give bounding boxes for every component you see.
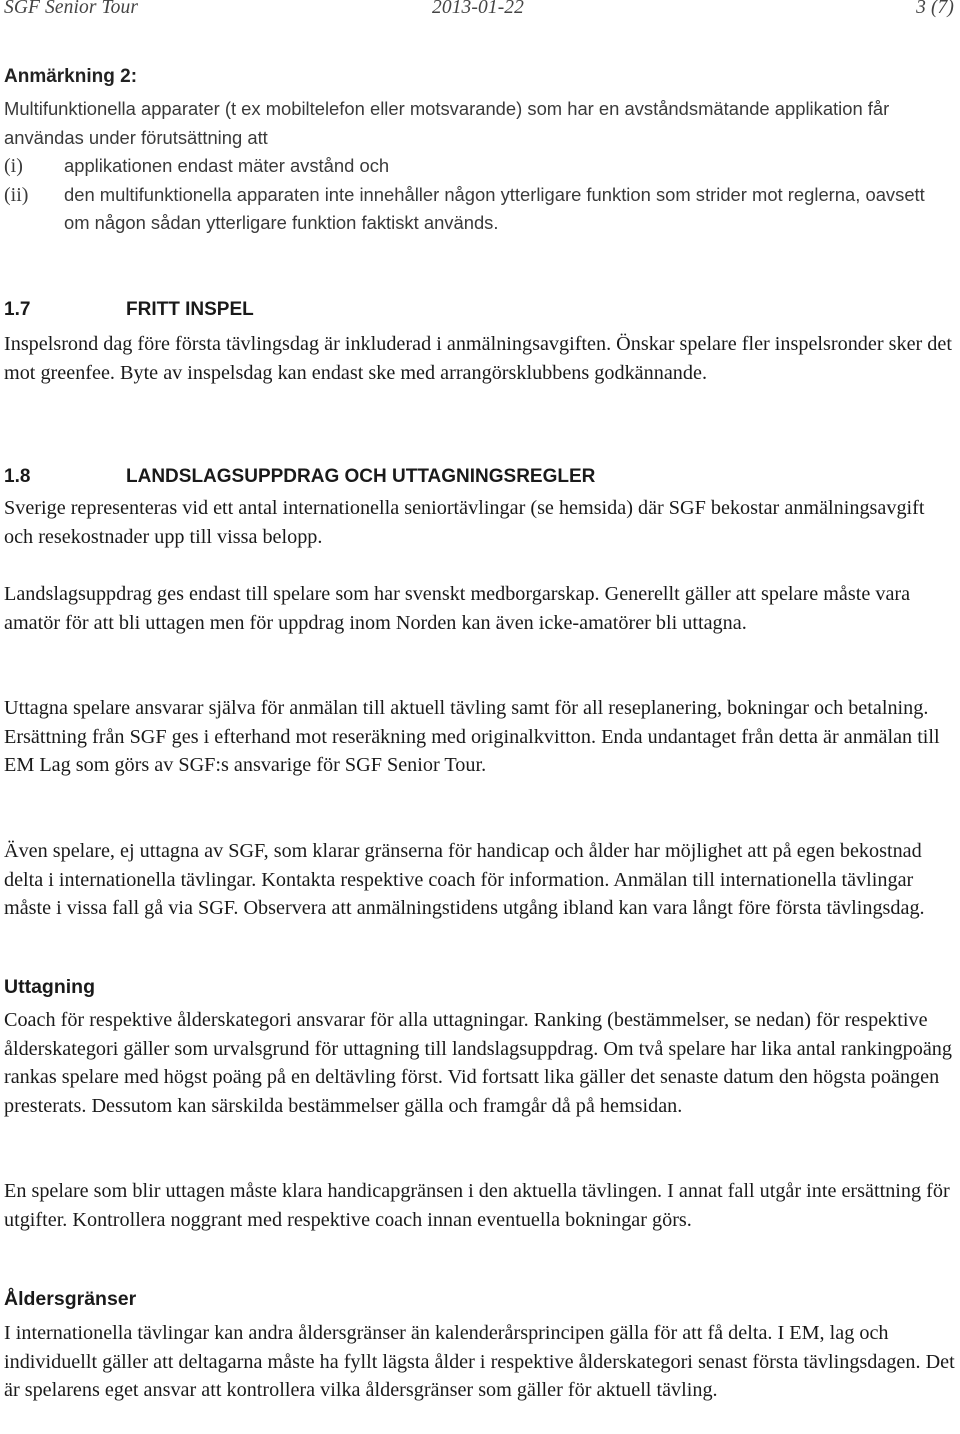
subheading-aldersgranser: Åldersgränser — [4, 1288, 137, 1310]
section-number: 1.7 — [4, 299, 31, 320]
section-title: FRITT INSPEL — [126, 299, 254, 320]
paragraph: I internationella tävlingar kan andra åldersgränser än kalenderårsprincipen gälla för att få delta. I EM, lag och individuellt gäller att deltagarna måste ha fyllt lägsta ålder i respektive ålderskategori senast första tävlingsdagen. Det är spelarens eget ansvar att kontrollera vilka åldersgränser som gäller för aktuell tävling. — [4, 1322, 955, 1402]
list-item — [4, 152, 954, 181]
section-title: LANDSLAGSUPPDRAG OCH UTTAGNINGSREGLER — [126, 466, 596, 487]
list-marker: (ii) — [4, 183, 29, 206]
list-item-text: den multifunktionella apparaten inte innehåller någon ytterligare funktion som strider mot reglerna, oavsett om någon sådan ytterligare funktion faktiskt används. — [64, 183, 925, 234]
section-heading-landslagsuppdrag — [4, 466, 595, 488]
paragraph: En spelare som blir uttagen måste klara handicapgränsen i den aktuella tävlingen. I annat fall utgår inte ersättning för utgifter. Kontrollera noggrant med respektive coach innan eventuella bokningar görs. — [4, 1180, 950, 1231]
header-page-number: 3 (7) — [916, 0, 954, 18]
paragraph: Även spelare, ej uttagna av SGF, som klarar gränserna för handicap och ålder har möjlighet att på egen bekostnad delta i internationella tävlingar. Kontakta respektive coach för information. Anmälan till internationella tävlingar måste i vissa fall gå via SGF. Observera att anmälningstidens utgång ibland kan vara långt före första tävlingsdag. — [4, 840, 925, 920]
header-date: 2013-01-22 — [432, 0, 524, 18]
paragraph: Sverige representeras vid ett antal internationella seniortävlingar (se hemsida) där SGF bekostar anmälningsavgift och resekostnader upp till vissa belopp. — [4, 497, 925, 548]
list-item — [4, 181, 954, 238]
note-conditions-list — [4, 152, 954, 238]
section-number: 1.8 — [4, 466, 31, 487]
paragraph: Uttagna spelare ansvarar själva för anmälan till aktuell tävling samt för all reseplanering, bokningar och betalning. Ersättning från SGF ges i efterhand mot reseräkning med originalkvitton. Enda undantaget från detta är anmälan till EM Lag som görs av SGF:s ansvarige för SGF Senior Tour. — [4, 697, 940, 777]
paragraph: Landslagsuppdrag ges endast till spelare som har svenskt medborgarskap. Generellt gäller att spelare måste vara amatör för att bli uttagen men för uppdrag inom Norden kan även icke-amatörer bli uttagna. — [4, 583, 911, 634]
header-title: SGF Senior Tour — [4, 0, 139, 18]
section-heading-fritt-inspel — [4, 299, 254, 321]
list-item-text: applikationen endast mäter avstånd och — [64, 155, 390, 176]
paragraph: Coach för respektive ålderskategori ansvarar för alla uttagningar. Ranking (bestämmelser, se nedan) för respektive ålderskategori gäller som urvalsgrund för uttagning till landslagsuppdrag. Om två spelare har lika antal rankingpoäng rankas spelare med högst poäng på en deltävling först. Vid fortsatt lika gäller det senaste datum den högsta poängen presterats. Dessutom kan särskilda bestämmelser gälla och framgår då på hemsidan. — [4, 1009, 952, 1117]
page-header — [0, 0, 960, 23]
note-intro: Multifunktionella apparater (t ex mobiltelefon eller motsvarande) som har en avståndsmätande applikation får användas under förutsättning att — [4, 98, 890, 148]
subheading-uttagning: Uttagning — [4, 976, 95, 998]
paragraph: Inspelsrond dag före första tävlingsdag är inkluderad i anmälningsavgiften. Önskar spelare fler inspelsronder sker det mot greenfee. Byte av inspelsdag kan endast ske med arrangörsklubbens godkännande. — [4, 333, 952, 384]
list-marker: (i) — [4, 155, 23, 177]
note-title: Anmärkning 2: — [4, 66, 138, 87]
